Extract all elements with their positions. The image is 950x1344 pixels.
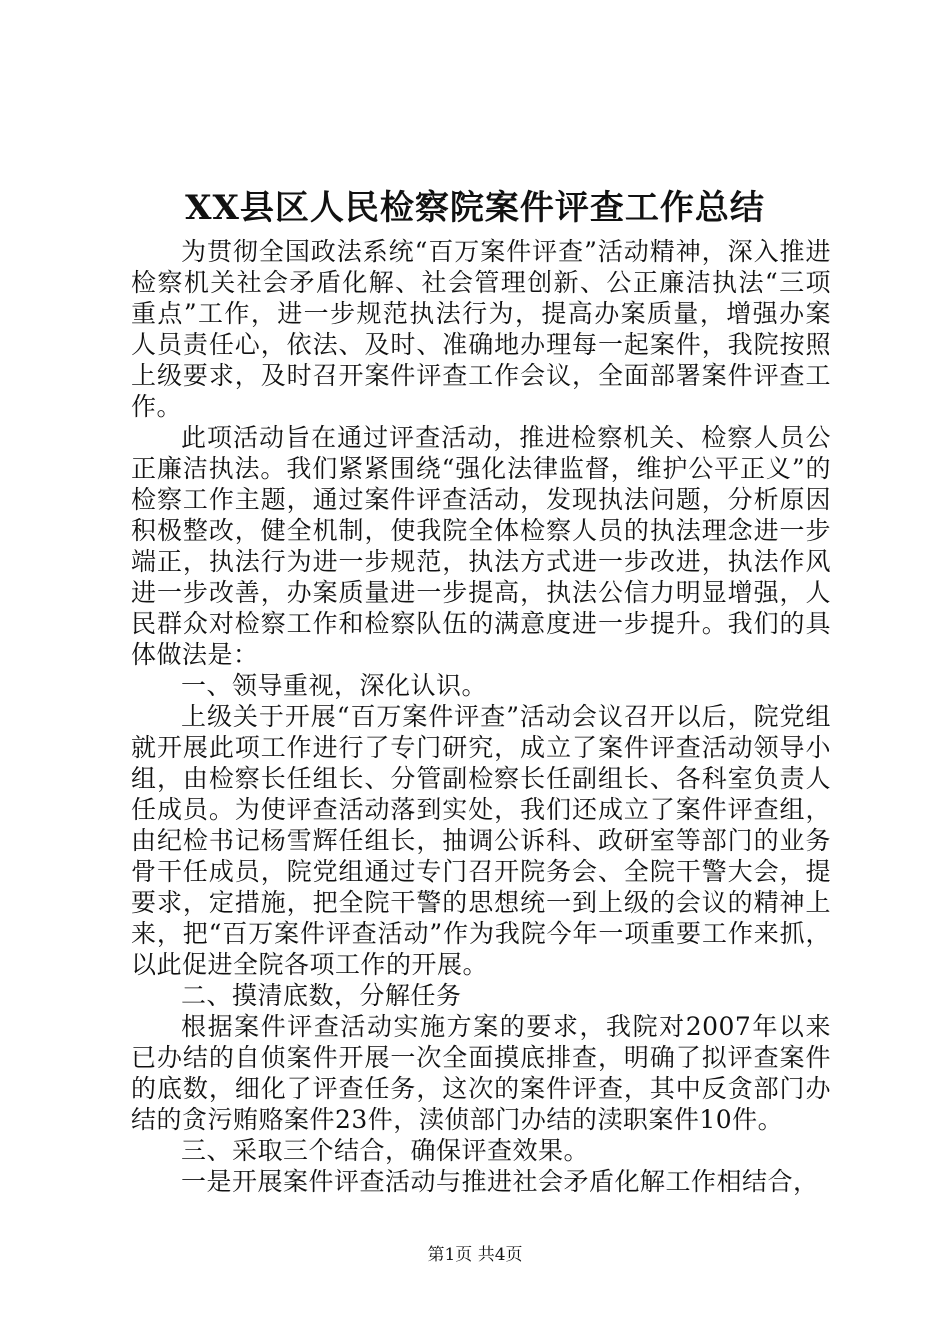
section-heading-3: 三、采取三个结合，确保评查效果。 [181,1136,590,1165]
section-text-3: 一是开展案件评查活动与推进社会矛盾化解工作相结合， [181,1167,819,1196]
document-body [131,236,831,1197]
paragraph-intro: 为贯彻全国政法系统“百万案件评查”活动精神，深入推进检察机关社会矛盾化解、社会管理创新、公正廉洁执法“三项重点”工作，进一步规范执法行为，提高办案质量，增强办案人员责任心，依法、及时、准确地办理每一起案件，我院按照上级要求，及时召开案件评查工作会议，全面部署案件评查工作。 [131,237,831,421]
section-heading-2: 二、摸清底数，分解任务 [181,981,462,1010]
paragraph-purpose: 此项活动旨在通过评查活动，推进检察机关、检察人员公正廉洁执法。我们紧紧围绕“强化法律监督，维护公平正义”的检察工作主题，通过案件评查活动，发现执法问题，分析原因积极整改，健全机制，使我院全体检察人员的执法理念进一步端正，执法行为进一步规范，执法方式进一步改进，执法作风进一步改善，办案质量进一步提高，执法公信力明显增强，人民群众对检察工作和检察队伍的满意度进一步提升。我们的具体做法是： [131,423,831,669]
section-text-2: 根据案件评查活动实施方案的要求，我院对2007年以来已办结的自侦案件开展一次全面摸底排查，明确了拟评查案件的底数，细化了评查任务，这次的案件评查，其中反贪部门办结的贪污贿赂案件23件，渎侦部门办结的渎职案件10件。 [131,1012,831,1134]
document-title: XX县区人民检察院案件评查工作总结 [185,188,765,228]
section-text-1: 上级关于开展“百万案件评查”活动会议召开以后，院党组就开展此项工作进行了专门研究，成立了案件评查活动领导小组，由检察长任组长、分管副检察长任副组长、各科室负责人任成员。为使评查活动落到实处，我们还成立了案件评查组，由纪检书记杨雪辉任组长，抽调公诉科、政研室等部门的业务骨干任成员，院党组通过专门召开院务会、全院干警大会，提要求，定措施，把全院干警的思想统一到上级的会议的精神上来，把“百万案件评查活动”作为我院今年一项重要工作来抓，以此促进全院各项工作的开展。 [131,702,831,979]
section-heading-1: 一、领导重视，深化认识。 [181,671,488,700]
page-number-footer: 第1页 共4页 [427,1245,523,1265]
